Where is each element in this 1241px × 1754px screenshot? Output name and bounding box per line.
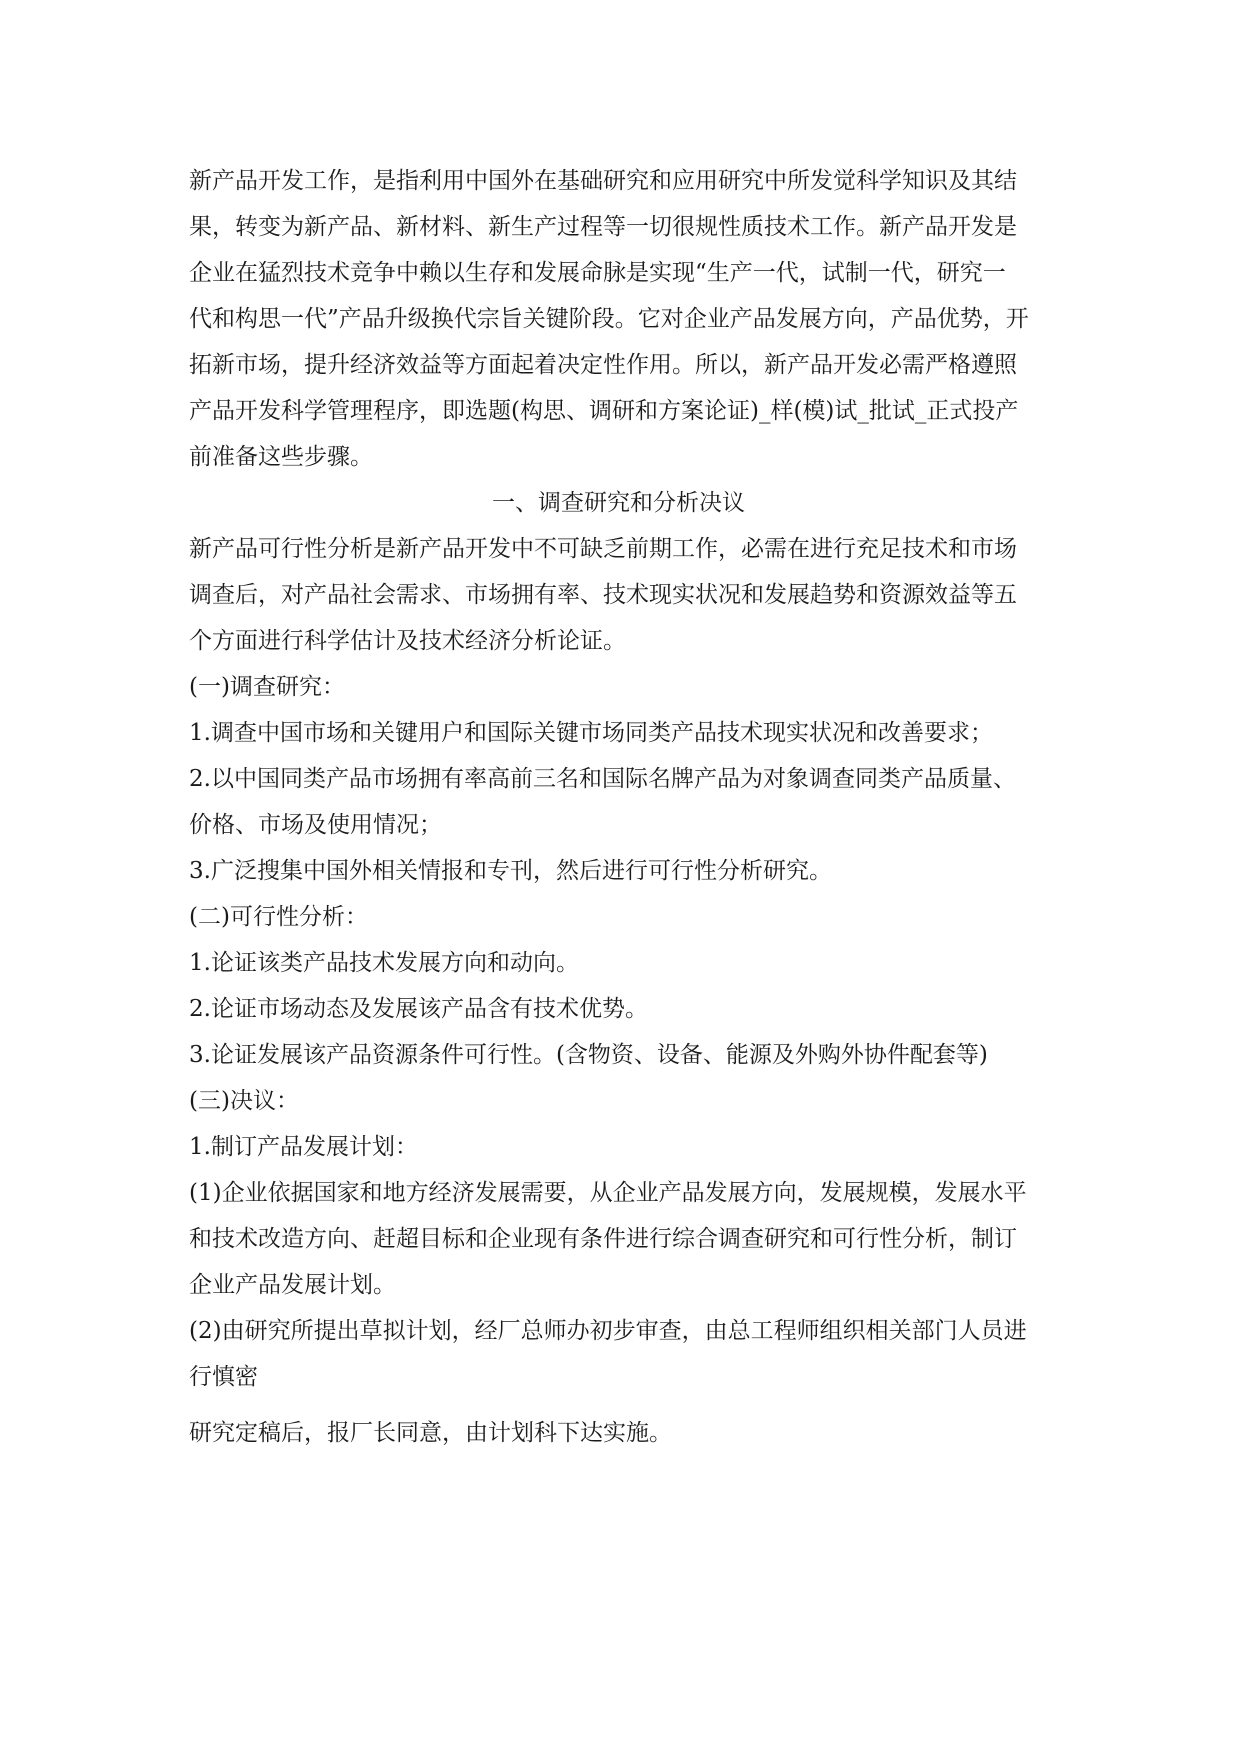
sub-item-line: 企业产品发展计划。 <box>189 1272 396 1298</box>
list-item: 1.制订产品发展计划： <box>189 1134 418 1160</box>
paragraph-line: 企业在猛烈技术竞争中赖以生存和发展命脉是实现“生产一代，试制一代，研究一 <box>189 260 1006 286</box>
paragraph-line: 果，转变为新产品、新材料、新生产过程等一切很规性质技术工作。新产品开发是 <box>189 214 1017 240</box>
paragraph-line: 新产品可行性分析是新产品开发中不可缺乏前期工作，必需在进行充足技术和市场 <box>189 536 1017 562</box>
section-heading: 一、调查研究和分析决议 <box>492 490 745 516</box>
list-item-continuation: 价格、市场及使用情况； <box>189 812 442 838</box>
paragraph-line: 产品开发科学管理程序，即选题(构思、调研和方案论证)_样(模)试_批试_正式投产 <box>189 398 1019 424</box>
sub-item-line: (2)由研究所提出草拟计划，经厂总师办初步审查，由总工程师组织相关部门人员进 <box>189 1318 1027 1344</box>
list-item: 3.广泛搜集中国外相关情报和专刊，然后进行可行性分析研究。 <box>189 858 832 884</box>
paragraph-line: 前准备这些步骤。 <box>189 444 373 470</box>
sub-item-line: (1)企业依据国家和地方经济发展需要，从企业产品发展方向，发展规模，发展水平 <box>189 1180 1027 1206</box>
list-item: 3.论证发展该产品资源条件可行性。(含物资、设备、能源及外购外协件配套等) <box>189 1042 988 1068</box>
paragraph-line: 新产品开发工作，是指利用中国外在基础研究和应用研究中所发觉科学知识及其结 <box>189 168 1017 194</box>
subsection-heading: (三)决议： <box>189 1088 299 1114</box>
list-item: 2.以中国同类产品市场拥有率高前三名和国际名牌产品为对象调查同类产品质量、 <box>189 766 1016 792</box>
subsection-heading: (二)可行性分析： <box>189 904 368 930</box>
list-item: 2.论证市场动态及发展该产品含有技术优势。 <box>189 996 648 1022</box>
subsection-heading: (一)调查研究： <box>189 674 345 700</box>
list-item: 1.论证该类产品技术发展方向和动向。 <box>189 950 579 976</box>
list-item: 1.调查中国市场和关键用户和国际关键市场同类产品技术现实状况和改善要求； <box>189 720 993 746</box>
paragraph-line: 代和构思一代”产品升级换代宗旨关键阶段。它对企业产品发展方向，产品优势，开 <box>189 306 1029 332</box>
sub-item-line: 研究定稿后，报厂长同意，由计划科下达实施。 <box>189 1420 672 1446</box>
sub-item-line: 行慎密 <box>189 1364 258 1390</box>
paragraph-line: 调查后，对产品社会需求、市场拥有率、技术现实状况和发展趋势和资源效益等五 <box>189 582 1017 608</box>
sub-item-line: 和技术改造方向、赶超目标和企业现有条件进行综合调查研究和可行性分析，制订 <box>189 1226 1017 1252</box>
paragraph-line: 个方面进行科学估计及技术经济分析论证。 <box>189 628 626 654</box>
paragraph-line: 拓新市场，提升经济效益等方面起着决定性作用。所以，新产品开发必需严格遵照 <box>189 352 1017 378</box>
